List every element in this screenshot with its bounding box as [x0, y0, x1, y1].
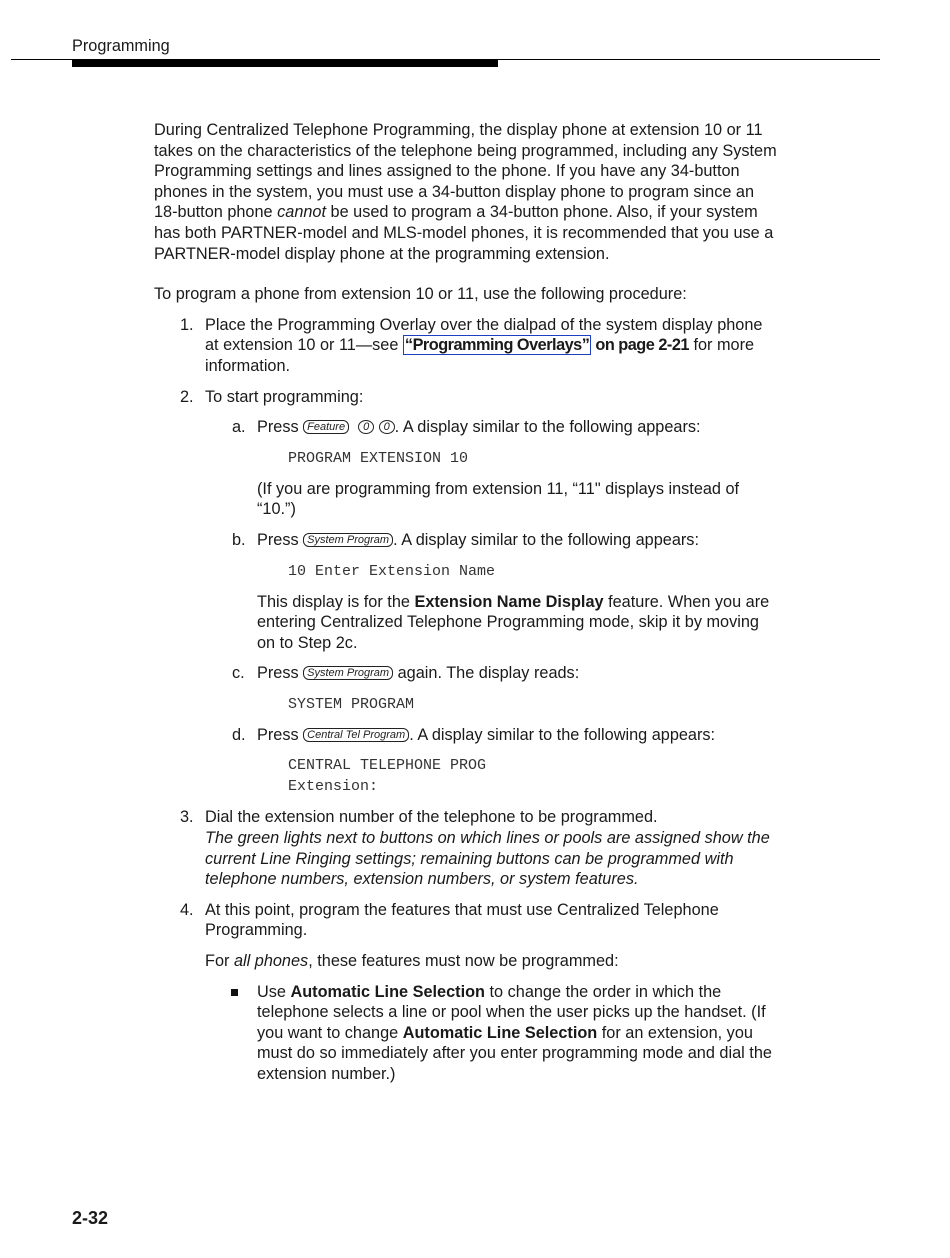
running-header: Programming: [72, 37, 170, 55]
step-2a: a. Press Feature 0 0 . A display similar to the following appears:: [232, 418, 701, 437]
page-body: [154, 120, 779, 1085]
step-2b: b. Press System Program . A display similar to the following appears:: [232, 530, 699, 549]
step-4: 4. At this point, program the features that must use Centralized Telephone Programming.: [180, 900, 719, 940]
step-2c: c. Press System Program again. The display reads:: [232, 664, 580, 683]
central-tel-program-key-icon: Central Tel Program: [303, 728, 409, 742]
step-4-note: For all phones, these features must now be programmed:: [205, 952, 619, 971]
step-2: 2. To start programming:: [180, 387, 364, 406]
page-number: 2-32: [72, 1208, 109, 1228]
list-item: Use Automatic Line Selection to change the order in which the telephone selects a line or pool when the user picks up the handset. (If you want to change Automatic Line Selection for an extension, you must do so immediately after you enter programming mode and dial the extension number.): [154, 982, 779, 1085]
step-3: 3. Dial the extension number of the telephone to be programmed. The green lights next to buttons on which lines or pools are assigned show the current Line Ringing settings; remaining buttons can be programmed with telephone numbers, extension numbers, or system features.: [180, 808, 770, 889]
step-2a-note: (If you are programming from extension 11, “11" displays instead of “10.”): [257, 479, 740, 519]
zero-key-icon: 0: [358, 420, 374, 434]
display-readout: CENTRAL TELEPHONE PROG Extension:: [288, 757, 487, 796]
zero-key-icon: 0: [379, 420, 395, 434]
step-1: 1. Place the Programming Overlay over the dialpad of the system display phone at extension 10 or 11—see “Programming Overlays” on page 2-21 for more information.: [180, 315, 763, 375]
procedure-intro: To program a phone from extension 10 or 11, use the following procedure:: [154, 285, 687, 304]
bullet-square-icon: [231, 989, 238, 996]
feature-key-icon: Feature: [303, 420, 349, 434]
display-readout: 10 Enter Extension Name: [288, 562, 496, 580]
system-program-key-icon: System Program: [303, 666, 393, 680]
system-program-key-icon: System Program: [303, 533, 393, 547]
header-bar: [72, 60, 498, 67]
display-readout: PROGRAM EXTENSION 10: [288, 449, 469, 467]
step-2b-note: This display is for the Extension Name Display feature. When you are entering Centralized Telephone Programming mode, skip it by moving on to Step 2c.: [257, 592, 770, 652]
display-readout: SYSTEM PROGRAM: [288, 695, 415, 713]
xref-link[interactable]: “Programming Overlays”: [404, 336, 590, 355]
step-2d: d. Press Central Tel Program . A display similar to the following appears:: [232, 725, 716, 744]
intro-paragraph: During Centralized Telephone Programming, the display phone at extension 10 or 11 takes on the characteristics of the telephone being programmed, including any System Programming settings and lines assigned to the phone. If you have any 34-button phones in the system, you must use a 34-button display phone to program since an 18-button phone cannot be used to program a 34-button phone. Also, if your system has both PARTNER-model and MLS-model phones, it is recommended that you use a PARTNER-model display phone at the programming extension.: [154, 121, 777, 263]
